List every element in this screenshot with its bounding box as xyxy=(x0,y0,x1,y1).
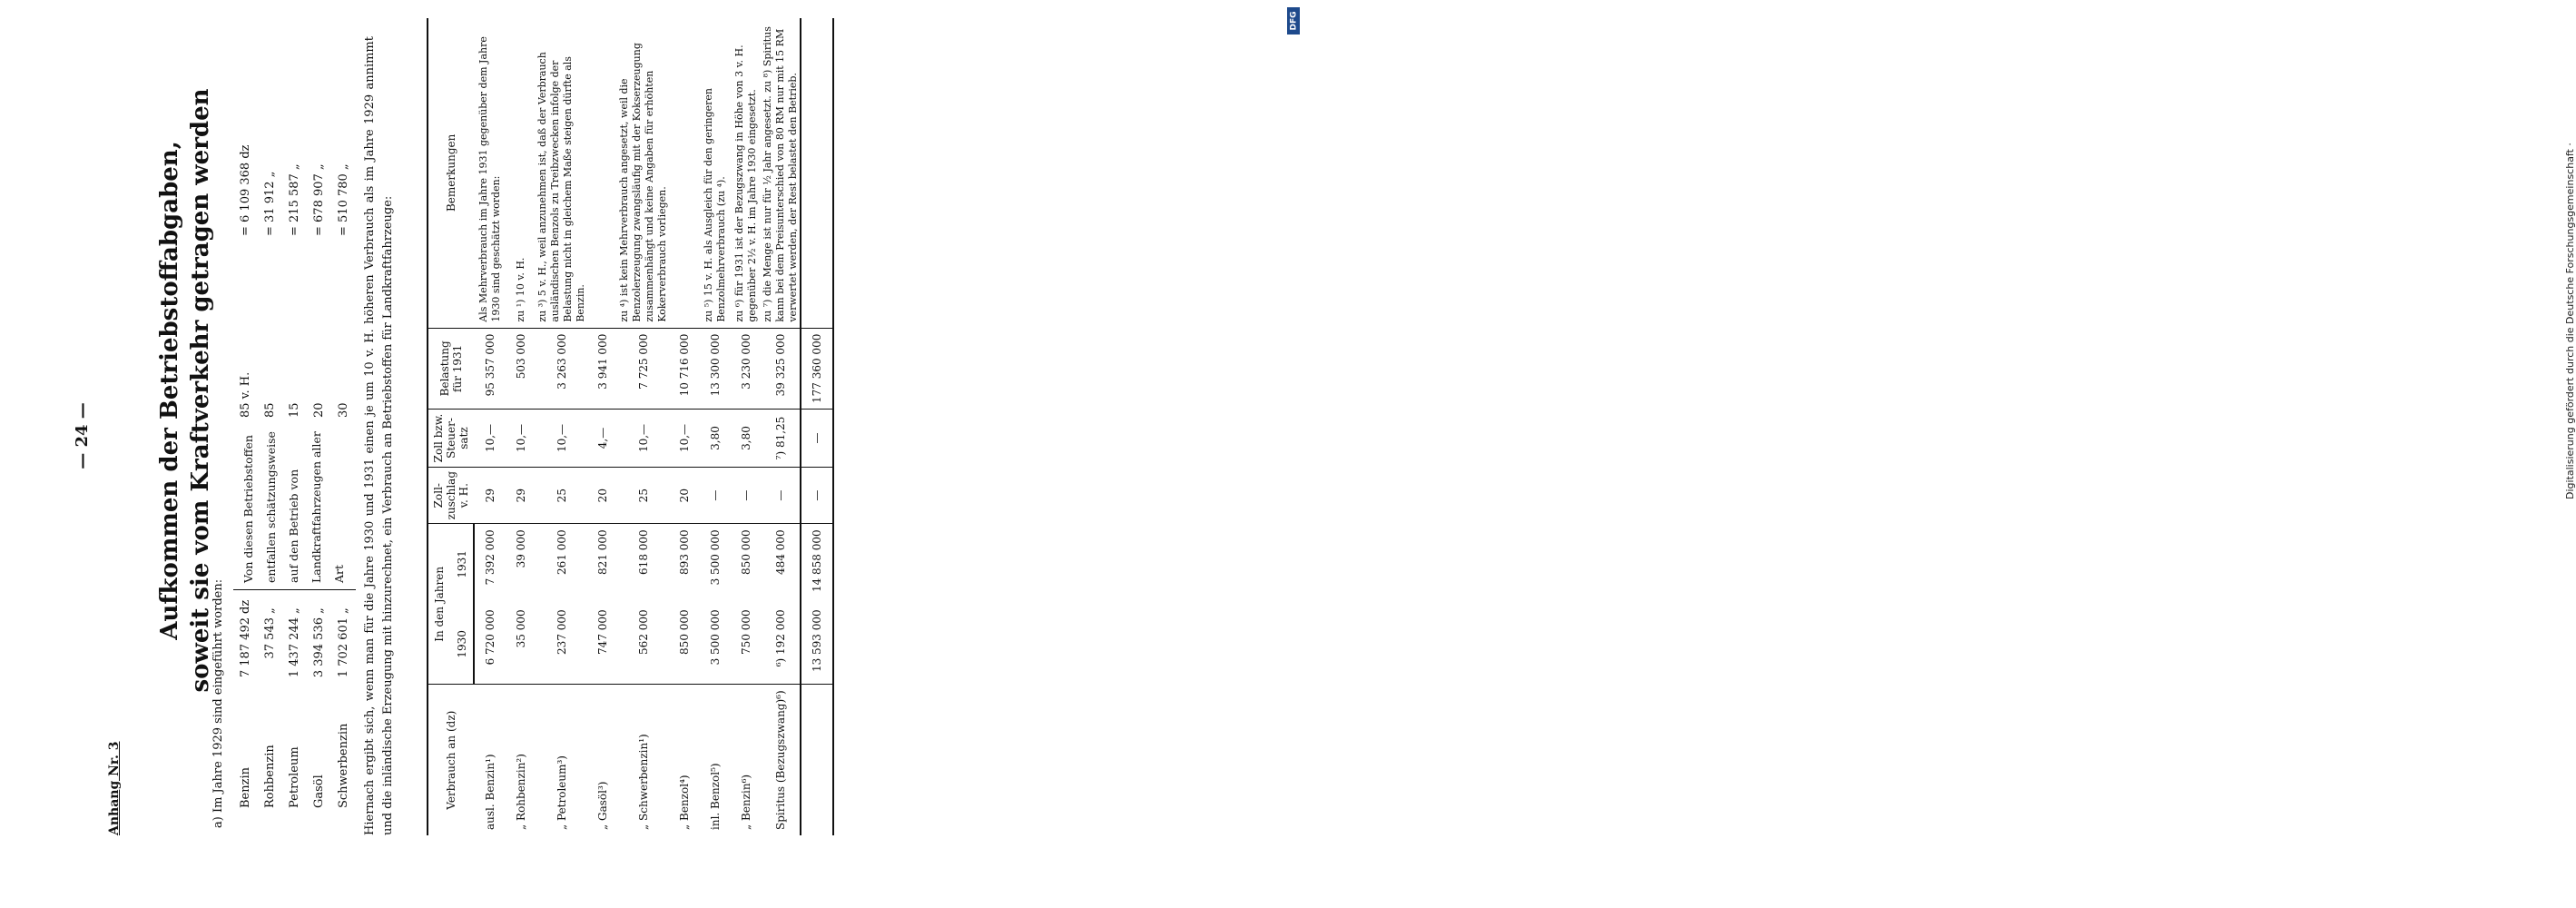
cell-1931: 3 500 000 xyxy=(709,529,722,586)
cell-zoll: 10,— xyxy=(536,410,587,468)
cell-belastung: 7 725 000 xyxy=(618,328,669,409)
appendix-label: Anhang Nr. 3 xyxy=(107,741,122,835)
product-unit: „ xyxy=(337,607,350,614)
cell-belastung: 39 325 000 xyxy=(762,328,801,409)
intro-paragraph: Hiernach ergibt sich, wenn man für die Jahre 1930 und 1931 einen je um 10 v. H. höheren Verbrauch als im Jahre 1929 annimmt und die inländische Erzeugung mit hinzurechnet, ein Verbrauch an Betriebstoffen für Landkraftfahrzeuge: xyxy=(363,36,395,835)
row-label: „ Petroleum³) xyxy=(556,755,568,830)
product-share: 15 xyxy=(288,402,301,418)
cell-1931: 261 000 xyxy=(556,529,568,575)
cell-remark: zu ⁴) ist kein Mehrverbrauch angesetzt, weil die Benzolerzeugung zwangsläufig mit der Kokserzeugung zusammenhängt und keine Angaben für erhöhten Kokerverbrauch vorliegen. xyxy=(618,18,669,328)
product-result: = 215 587 „ xyxy=(288,163,301,236)
product-name: Rohbenzin xyxy=(263,745,277,808)
cell-1931: 893 000 xyxy=(678,529,691,575)
cell-zoll: 3,80 xyxy=(700,410,731,468)
cell-belastung: 503 000 xyxy=(506,328,536,409)
cell-1930: 747 000 xyxy=(587,604,618,685)
cell-1931: 484 000 xyxy=(774,529,787,575)
product-share: 20 xyxy=(312,402,326,418)
product-unit2: dz xyxy=(239,144,252,159)
total-zoll: — xyxy=(801,410,833,468)
product-unit2: „ xyxy=(263,171,277,178)
product-value: 678 907 xyxy=(312,173,326,222)
consumption-table xyxy=(427,18,834,835)
cell-zoll: 10,— xyxy=(474,410,506,468)
cell-remark: zu ⁶) für 1931 ist der Bezugszwang in Höhe von 3 v. H. gegenüber 2½ v. H. im Jahre 1930 eingesetzt. xyxy=(731,18,762,328)
table-row xyxy=(618,18,669,835)
cell-1931: 821 000 xyxy=(596,529,609,575)
product-result: = 678 907 „ xyxy=(312,163,326,236)
total-belastung: 177 360 000 xyxy=(801,328,833,409)
cell-1931: 618 000 xyxy=(637,529,650,575)
cell-1930: 562 000 xyxy=(618,604,669,685)
total-1930: 13 593 000 xyxy=(801,604,833,685)
product-share: 85 xyxy=(263,402,277,418)
row-label: „ Benzin⁶) xyxy=(740,774,752,830)
cell-zuschlag: 20 xyxy=(587,468,618,524)
cell-zuschlag: 29 xyxy=(506,468,536,524)
row-label: „ Benzol⁴) xyxy=(678,775,691,830)
product-name: Benzin xyxy=(239,767,252,808)
row-label: „ Rohbenzin²) xyxy=(515,754,527,830)
cell-remark: Als Mehrverbrauch im Jahre 1931 gegenüber dem Jahre 1930 sind geschätzt worden: xyxy=(474,18,506,328)
product-qty: 1 702 601 xyxy=(337,617,350,678)
header-belastung: Belastung für 1931 xyxy=(428,328,474,409)
product-unit2: „ xyxy=(288,163,301,171)
product-qty: 3 394 536 xyxy=(312,617,326,678)
header-remarks: Bemerkungen xyxy=(428,18,474,328)
cell-zuschlag: 29 xyxy=(474,468,506,524)
cell-zoll: 3,80 xyxy=(731,410,762,468)
row-label: ausl. Benzin¹) xyxy=(483,754,497,830)
product-unit2: „ xyxy=(312,163,326,171)
production-list xyxy=(233,27,356,808)
header-zuschlag: Zoll-zuschlag v. H. xyxy=(428,468,474,524)
cell-zoll: 10,— xyxy=(618,410,669,468)
production-row xyxy=(258,27,282,808)
cell-belastung: 13 300 000 xyxy=(700,328,731,409)
cell-1930: 750 000 xyxy=(731,604,762,685)
cell-remark xyxy=(587,18,618,328)
cell-1930: 850 000 xyxy=(669,604,700,685)
page-title xyxy=(154,27,216,754)
cell-zuschlag: — xyxy=(762,468,801,524)
cell-belastung: 3 230 000 xyxy=(731,328,762,409)
production-row xyxy=(282,27,307,808)
header-1930: 1930 xyxy=(451,604,475,685)
product-share: 30 xyxy=(337,402,350,418)
product-unit2: „ xyxy=(337,163,350,171)
production-row xyxy=(233,27,258,808)
cell-belastung: 95 357 000 xyxy=(474,328,506,409)
product-unit: „ xyxy=(263,607,277,614)
product-qty: 37 543 xyxy=(263,617,277,659)
title-line-1: Aufkommen der Betriebstoffabgaben, xyxy=(156,141,183,640)
product-value: 215 587 xyxy=(288,173,301,222)
cell-zuschlag: — xyxy=(700,468,731,524)
page-number: — 24 — xyxy=(73,402,92,469)
digitization-label: Digitalisierung gefördert durch die Deutsche Forschungsgemeinschaft · xyxy=(2564,143,2576,499)
product-name: Gasöl xyxy=(312,775,326,808)
product-result: = 6 109 368 dz xyxy=(239,144,252,236)
cell-1930: 237 000 xyxy=(536,604,587,685)
cell-zoll: 10,— xyxy=(669,410,700,468)
product-name: Petroleum xyxy=(288,746,301,808)
table-row xyxy=(474,18,506,835)
cell-belastung: 10 716 000 xyxy=(669,328,700,409)
production-row xyxy=(307,27,331,808)
cell-zuschlag: — xyxy=(731,468,762,524)
dfg-badge xyxy=(1287,7,1300,35)
header-years-group: In den Jahren xyxy=(428,524,451,685)
product-result: = 510 780 „ xyxy=(337,163,350,236)
cell-1931: 850 000 xyxy=(740,529,752,575)
header-zoll: Zoll bzw. Steuer-satz xyxy=(428,410,474,468)
cell-remark: zu ¹) 10 v. H. xyxy=(506,18,536,328)
total-1931: 14 858 000 xyxy=(801,524,833,605)
cell-belastung: 3 941 000 xyxy=(587,328,618,409)
cell-zuschlag: 25 xyxy=(536,468,587,524)
table-row xyxy=(731,18,762,835)
production-intro: a) Im Jahre 1929 sind eingeführt worden: xyxy=(211,578,225,828)
product-unit: dz xyxy=(239,599,252,614)
cell-belastung: 3 263 000 xyxy=(536,328,587,409)
product-share: 85 v. H. xyxy=(239,371,252,418)
total-zuschlag: — xyxy=(801,468,833,524)
cell-zoll: 4,— xyxy=(587,410,618,468)
cell-zuschlag: 25 xyxy=(618,468,669,524)
middle-note: Von diesen Betriebstoffen entfallen schätzungsweise auf den Betrieb von Landkraftfahrzeugen aller Art xyxy=(241,431,346,583)
row-label: inl. Benzol⁵) xyxy=(709,763,722,830)
product-value: 31 912 xyxy=(263,181,277,222)
cell-zoll: ⁷) 81,25 xyxy=(762,410,801,468)
row-label: „ Schwerbenzin¹) xyxy=(637,734,650,830)
cell-1930: 6 720 000 xyxy=(474,604,506,685)
row-label: Spiritus (Bezugszwang)⁶) xyxy=(774,690,787,830)
cell-1931: 39 000 xyxy=(515,529,527,568)
cell-zuschlag: 20 xyxy=(669,468,700,524)
table-row xyxy=(536,18,587,835)
table-row xyxy=(669,18,700,835)
row-label: „ Gasöl³) xyxy=(596,781,609,830)
cell-1931: 7 392 000 xyxy=(484,529,497,586)
table-row xyxy=(762,18,801,835)
cell-remark xyxy=(669,18,700,328)
product-unit: „ xyxy=(312,607,326,614)
cell-remark: zu ⁵) 15 v. H. als Ausgleich für den geringeren Benzolmehrverbrauch (zu ⁴). xyxy=(700,18,731,328)
title-line-2: soweit sie vom Kraftverkehr getragen werden xyxy=(187,88,214,693)
dfg-badge-text: DFG xyxy=(1289,11,1299,31)
cell-zoll: 10,— xyxy=(506,410,536,468)
product-qty: 1 437 244 xyxy=(288,617,301,678)
table-row xyxy=(506,18,536,835)
product-name: Schwerbenzin xyxy=(337,723,350,808)
product-value: 6 109 368 xyxy=(239,162,252,222)
cell-remark: zu ³) 5 v. H., weil anzunehmen ist, daß der Verbrauch ausländischen Benzols zu Treibzwecken infolge der Belastung nicht in gleichem Maße steigen dürfte als Benzin. xyxy=(536,18,587,328)
header-consumption: Verbrauch an (dz) xyxy=(428,685,474,835)
product-unit: „ xyxy=(288,607,301,614)
cell-1930: 35 000 xyxy=(506,604,536,685)
header-1931: 1931 xyxy=(451,524,475,605)
cell-1930: ⁶) 192 000 xyxy=(762,604,801,685)
cell-remark: zu ⁷) die Menge ist nur für ½ Jahr angesetzt. zu ⁸) Spiritus kann bei dem Preisunterschied von 80 RM nur mit 15 RM verwertet werden, der Rest belastet den Betrieb. xyxy=(762,18,801,328)
production-row xyxy=(331,27,356,808)
cell-1930: 3 500 000 xyxy=(700,604,731,685)
total-row xyxy=(801,18,833,835)
table-row xyxy=(587,18,618,835)
product-qty: 7 187 492 xyxy=(239,617,252,678)
total-remark xyxy=(801,18,833,328)
digitization-strip xyxy=(1289,0,2576,908)
total-label xyxy=(801,685,833,835)
table-row xyxy=(700,18,731,835)
product-value: 510 780 xyxy=(337,173,350,222)
product-result: = 31 912 „ xyxy=(263,171,277,236)
